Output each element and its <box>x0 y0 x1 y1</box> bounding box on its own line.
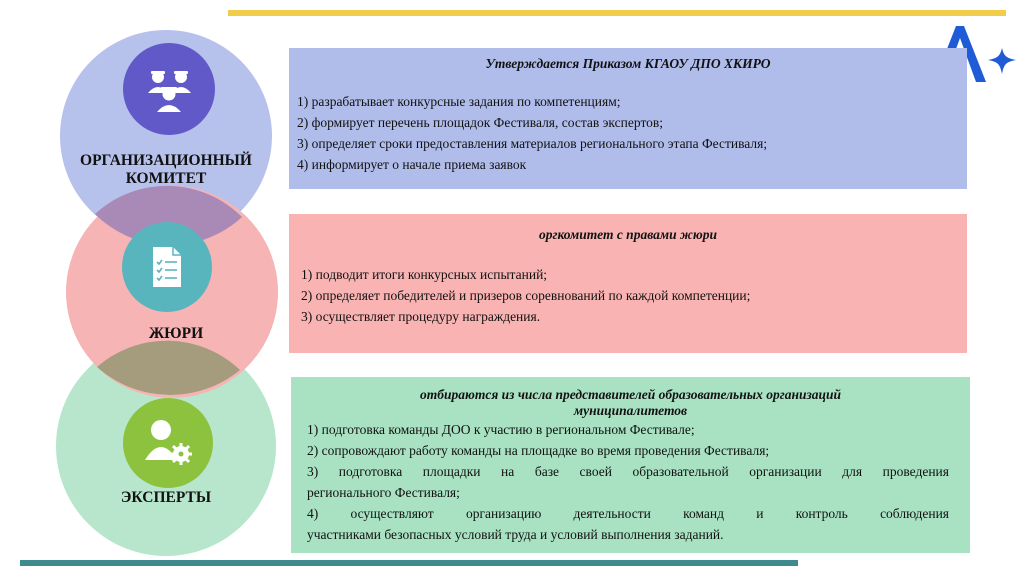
org-item-4: 4) информирует о начале приема заявок <box>297 157 527 172</box>
experts-item-4-cont: участниками безопасных условий труда и условий выполнения заданий. <box>307 527 724 542</box>
org-label-line2: КОМИТЕТ <box>125 170 207 187</box>
org-label-line1: ОРГАНИЗАЦИОННЫЙ <box>80 152 252 169</box>
experts-item-2: 2) сопровождают работу команды на площадке во время проведения Фестиваля; <box>307 443 770 458</box>
jury-item-3: 3) осуществляет процедуру награждения. <box>301 309 541 324</box>
org-info-box <box>289 48 967 189</box>
jury-info-box <box>289 214 967 353</box>
org-item-1: 1) разрабатывает конкурсные задания по компетенциям; <box>297 94 621 109</box>
checklist-document-icon <box>153 247 181 287</box>
experts-title-line2: муниципалитетов <box>573 403 688 418</box>
org-label <box>66 152 266 188</box>
jury-title: оргкомитет с правами жюри <box>539 227 717 242</box>
experts-item-1: 1) подготовка команды ДОО к участию в региональном Фестивале; <box>307 422 695 437</box>
org-title: Утверждается Приказом КГАОУ ДПО ХКИРО <box>485 56 771 71</box>
org-item-3: 3) определяет сроки предоставления материалов регионального этапа Фестиваля; <box>297 136 768 151</box>
experts-title-line1: отбираются из числа представителей образовательных организаций <box>420 387 841 402</box>
experts-icon-badge <box>123 398 213 488</box>
experts-label: ЭКСПЕРТЫ <box>120 489 212 506</box>
org-item-2: 2) формирует перечень площадок Фестиваля, состав экспертов; <box>297 115 664 130</box>
jury-item-1: 1) подводит итоги конкурсных испытаний; <box>301 267 548 282</box>
jury-item-2: 2) определяет победителей и призеров соревнований по каждой компетенции; <box>301 288 751 303</box>
experts-item-3-cont: регионального Фестиваля; <box>307 485 460 500</box>
experts-item-3: 3) подготовка площадки на базе своей образовательной организации для проведения <box>307 464 949 479</box>
experts-item-4: 4) осуществляют организацию деятельности команд и контроль соблюдения <box>307 506 949 521</box>
top-accent-bar <box>228 10 1006 16</box>
jury-label: ЖЮРИ <box>148 325 204 342</box>
experts-info-box <box>291 377 970 553</box>
